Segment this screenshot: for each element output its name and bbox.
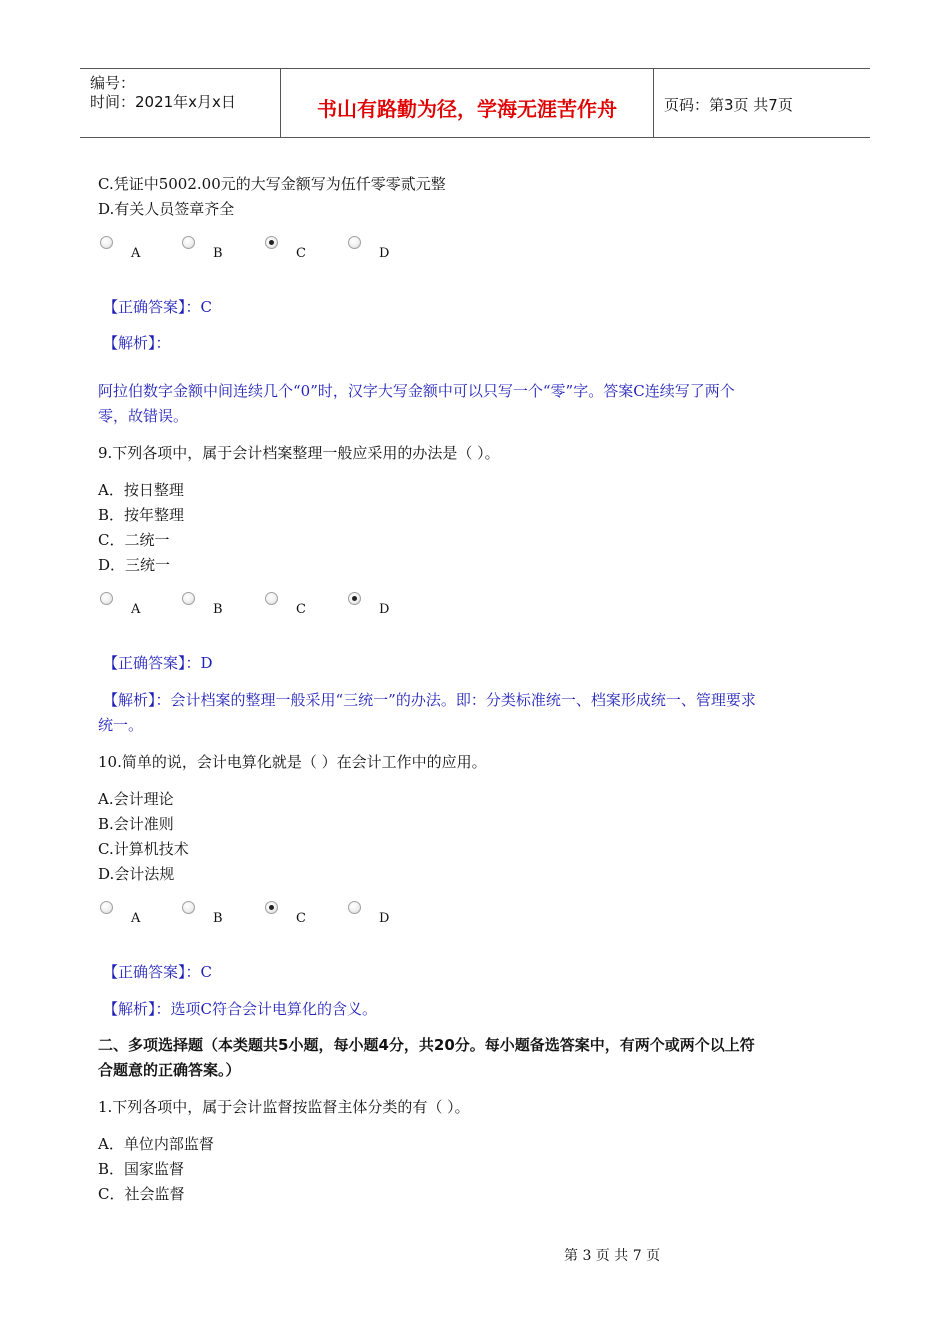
document-time-label: 时间：2021年x月x日 [90, 93, 236, 111]
q8-radio-label-a: A [131, 246, 141, 261]
q8-radio-label-d: D [379, 246, 390, 261]
q8-option-d: D.有关人员签章齐全 [98, 200, 235, 218]
q10-radio-a[interactable] [100, 901, 113, 914]
page-header [80, 68, 870, 138]
q8-radio-d[interactable] [348, 236, 361, 249]
document-number-label: 编号： [90, 74, 136, 92]
header-page-cell [654, 69, 870, 137]
q10-radio-group [100, 901, 420, 927]
q10-correct-answer: 【正确答案】：C [103, 963, 212, 981]
q9-radio-label-d: D [379, 602, 390, 617]
header-info-cell [80, 69, 281, 137]
q10-option-c: C.计算机技术 [98, 840, 189, 858]
page-footer: 第 3 页 共 7 页 [564, 1248, 661, 1264]
section2-title-line1: 二、多项选择题（本类题共5小题，每小题4分，共20分。每小题备选答案中，有两个或两个以上符 [98, 1036, 755, 1054]
q8-radio-group [100, 236, 420, 262]
q10-radio-label-a: A [131, 911, 141, 926]
q10-radio-label-c: C [296, 911, 306, 926]
q10-question: 10.简单的说，会计电算化就是（ ）在会计工作中的应用。 [98, 753, 487, 771]
q9-radio-label-a: A [131, 602, 141, 617]
q10-radio-b[interactable] [182, 901, 195, 914]
q8-correct-answer: 【正确答案】：C [103, 298, 212, 316]
q9-radio-group [100, 592, 420, 618]
q9-option-d: D．三统一 [98, 556, 171, 574]
q9-analysis-line2: 统一。 [98, 716, 144, 734]
q8-radio-a[interactable] [100, 236, 113, 249]
mq1-option-b: B．国家监督 [98, 1160, 185, 1178]
mq1-question: 1.下列各项中，属于会计监督按监督主体分类的有（ ）。 [98, 1098, 470, 1116]
q9-analysis-line1: 【解析】：会计档案的整理一般采用“三统一”的办法。即：分类标准统一、档案形成统一、管理要求 [103, 691, 756, 709]
q10-option-d: D.会计法规 [98, 865, 175, 883]
q9-option-c: C．二统一 [98, 531, 170, 549]
header-motto-cell [281, 69, 654, 137]
q9-correct-answer: 【正确答案】：D [103, 654, 213, 672]
q9-radio-c[interactable] [265, 592, 278, 605]
q10-radio-d[interactable] [348, 901, 361, 914]
q8-radio-c[interactable] [265, 236, 278, 249]
q8-analysis-line2: 零，故错误。 [98, 407, 189, 425]
q9-option-b: B．按年整理 [98, 506, 185, 524]
mq1-option-a: A．单位内部监督 [98, 1135, 214, 1153]
q8-radio-label-b: B [213, 246, 223, 261]
q9-radio-a[interactable] [100, 592, 113, 605]
q9-radio-b[interactable] [182, 592, 195, 605]
q9-question: 9.下列各项中，属于会计档案整理一般应采用的办法是（ ）。 [98, 444, 500, 462]
q8-analysis-line1: 阿拉伯数字金额中间连续几个“0”时，汉字大写金额中可以只写一个“零”字。答案C连续写了两个 [98, 382, 735, 400]
q10-analysis: 【解析】：选项C符合会计电算化的含义。 [103, 1000, 377, 1018]
q8-option-c: C.凭证中5002.00元的大写金额写为伍仟零零贰元整 [98, 175, 446, 193]
q9-radio-label-c: C [296, 602, 306, 617]
q9-option-a: A．按日整理 [98, 481, 184, 499]
q10-option-a: A.会计理论 [98, 790, 174, 808]
mq1-option-c: C．社会监督 [98, 1185, 185, 1203]
q10-radio-c[interactable] [265, 901, 278, 914]
motto-text: 书山有路勤为径，学海无涯苦作舟 [317, 97, 617, 121]
q9-radio-d[interactable] [348, 592, 361, 605]
q10-option-b: B.会计准则 [98, 815, 174, 833]
section2-title-line2: 合题意的正确答案。） [98, 1061, 241, 1079]
page-number-label: 页码：第3页 共7页 [664, 96, 793, 114]
q8-radio-label-c: C [296, 246, 306, 261]
q8-radio-b[interactable] [182, 236, 195, 249]
q10-radio-label-b: B [213, 911, 223, 926]
q8-analysis-label: 【解析】： [103, 334, 171, 352]
q10-radio-label-d: D [379, 911, 390, 926]
q9-radio-label-b: B [213, 602, 223, 617]
